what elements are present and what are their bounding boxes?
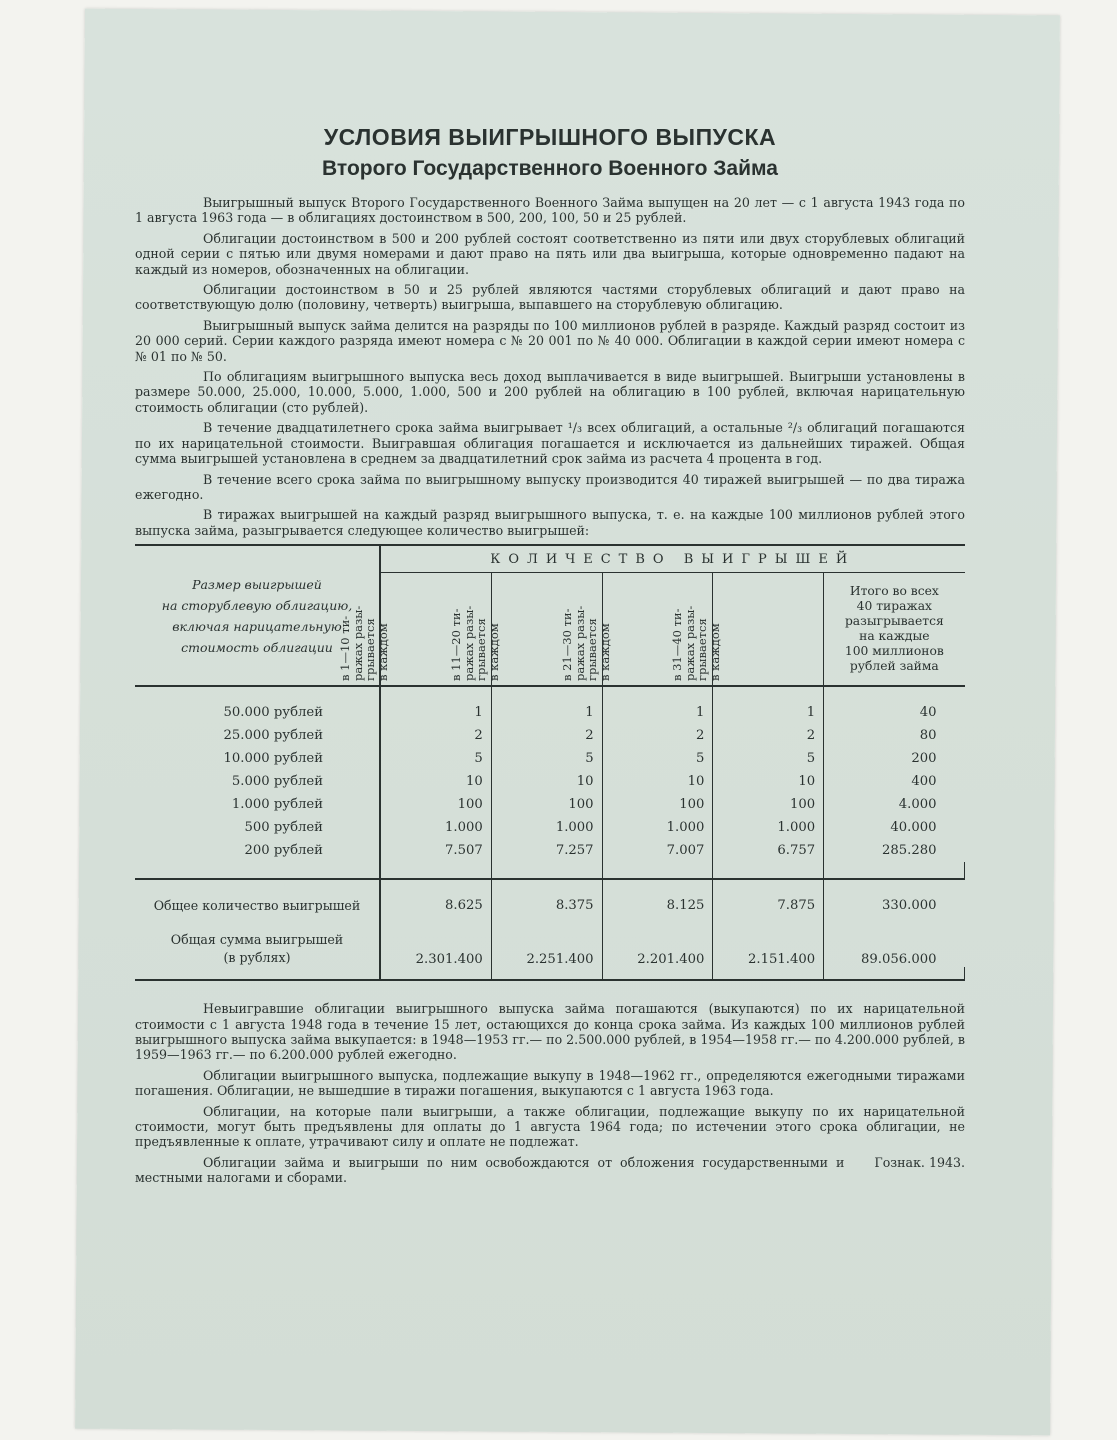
page-title: УСЛОВИЯ ВЫИГРЫШНОГО ВЫПУСКА [323, 124, 777, 150]
prize-count-group-header: КОЛИЧЕСТВО ВЫИГРЫШЕЙ [380, 545, 965, 573]
col-header-draws-21-30: в 21—30 ти- ражах разы- грывается в каждом [602, 573, 713, 687]
prize-size-header: Размер выигрышей на сторублевую облигацию, включая нарицательную стоимость облигации [135, 545, 380, 686]
paragraph: Выигрышный выпуск Второго Государственного Военного Займа выпущен на 20 лет — с 1 августа 1943 года по 1 августа 1963 года — в облигациях достоинством в 500, 200, 100, 50 и 25 рублей. [135, 195, 965, 226]
table-row: 25.000 рублей 2 2 2 2 80 [135, 724, 965, 747]
table-row: 200 рублей 7.507 7.257 7.007 6.757 285.280 [135, 839, 965, 862]
paragraph: Облигации достоинством в 500 и 200 рублей состоят соответственно из пяти или двух сторублевых облигаций одной серии с пятью или двумя номерами и дают право на пять или два выигрыша, которые одновременно падают на каждый из номеров, обозначенных на облигации. [135, 230, 965, 277]
paragraph: В течение двадцатилетнего срока займа выигрывает ¹/₃ всех облигаций, а остальные ²/₃ облигаций погашаются по их нарицательной стоимости. Выигравшая облигация погашается и исключается из дальнейших тиражей. Общая сумма выигрышей установлена в среднем за двадцатилетний срок займа из расчета 4 процента в год. [135, 420, 965, 467]
col-header-draws-1-10: в 1—10 ти- ражах разы- грывается в каждом [380, 573, 491, 687]
table-row: 50.000 рублей 1 1 1 1 40 [135, 686, 965, 724]
imprint: Гознак. 1943. [874, 1154, 965, 1170]
paragraph: Облигации, на которые пали выигрыши, а также облигации, подлежащие выкупу по их нарицательной стоимости, могут быть предъявлены для оплаты до 1 августа 1964 года; по истечении этого срока облигации, не предъявленные к оплате, утрачивают силу и оплате не подлежат. [135, 1103, 965, 1150]
page-subtitle: Второго Государственного Военного Займа [322, 157, 778, 180]
paragraph: Облигации достоинством в 50 и 25 рублей являются частями сторублевых облигаций и дают право на соответствующую долю (половину, четверть) выигрыша, выпавшего на сторублевую облигацию. [135, 282, 965, 313]
paragraph: В течение всего срока займа по выигрышному выпуску производится 40 тиражей выигрышей — по два тиража ежегодно. [135, 471, 965, 502]
col-header-draws-11-20: в 11—20 ти- ражах разы- грывается в каждом [491, 573, 602, 687]
paragraph: В тиражах выигрышей на каждый разряд выигрышного выпуска, т. е. на каждые 100 миллионов рублей этого выпуска займа, разыгрывается следующее количество выигрышей: [135, 507, 965, 538]
table-row: 10.000 рублей 5 5 5 5 200 [135, 747, 965, 770]
paragraph: Облигации выигрышного выпуска, подлежащие выкупу в 1948—1962 гг., определяются ежегодными тиражами погашения. Облигации, не вышедшие в тиражи погашения, выкупаются с 1 августа 1963 года. [135, 1067, 965, 1099]
table-row: 1.000 рублей 100 100 100 100 4.000 [135, 793, 965, 816]
table-row: 500 рублей 1.000 1.000 1.000 1.000 40.000 [135, 816, 965, 839]
paragraph: По облигациям выигрышного выпуска весь доход выплачивается в виде выигрышей. Выигрыши установлены в размере 50.000, 25.000, 10.000, 5.000, 1.000, 500 и 200 рублей на облигацию в 100 рублей, включая нарицательную стоимость облигации (сто рублей). [135, 369, 965, 415]
paragraph: Невыигравшие облигации выигрышного выпуска займа погашаются (выкупаются) по их нарицательной стоимости с 1 августа 1948 года в течение 15 лет, остающихся до конца срока займа. Из каждых 100 миллионов рублей выигрышного выпуска займа выкупается: в 1948—1953 гг.— по 2.500.000 рублей, в 1954—1958 гг.— по 4.200.000 рублей, в 1959—1963 гг.— по 6.200.000 рублей ежегодно. [135, 1001, 965, 1063]
col-header-draws-31-40: в 31—40 ти- ражах разы- грывается в каждом [713, 573, 824, 687]
document [135, 124, 965, 1186]
col-header-total: Итого во всех 40 тиражах разыгрывается на каждые 100 миллионов рублей займа [844, 584, 944, 674]
prize-table [135, 544, 965, 981]
redemption-terms [135, 1001, 965, 1185]
table-row: 5.000 рублей 10 10 10 10 400 [135, 770, 965, 793]
paragraph: Выигрышный выпуск займа делится на разряды по 100 миллионов рублей в разряде. Каждый разряд состоит из 20 000 серий. Серии каждого разряда имеют номера с № 20 001 по № 40 000. Облигации в каждой серии имеют номера с № 01 по № 50. [135, 317, 965, 364]
total-count-row: Общее количество выигрышей 8.625 8.375 8.125 7.875 330.000 [135, 879, 965, 917]
total-sum-row: Общая сумма выигрышей (в рублях) 2.301.400 2.251.400 2.201.400 2.151.400 89.056.000 [135, 917, 965, 967]
final-paragraph: Облигации займа и выигрыши по ним освобождаются от обложения государственными и местными налогами и сборами. Гознак. 1943. [135, 1154, 965, 1186]
